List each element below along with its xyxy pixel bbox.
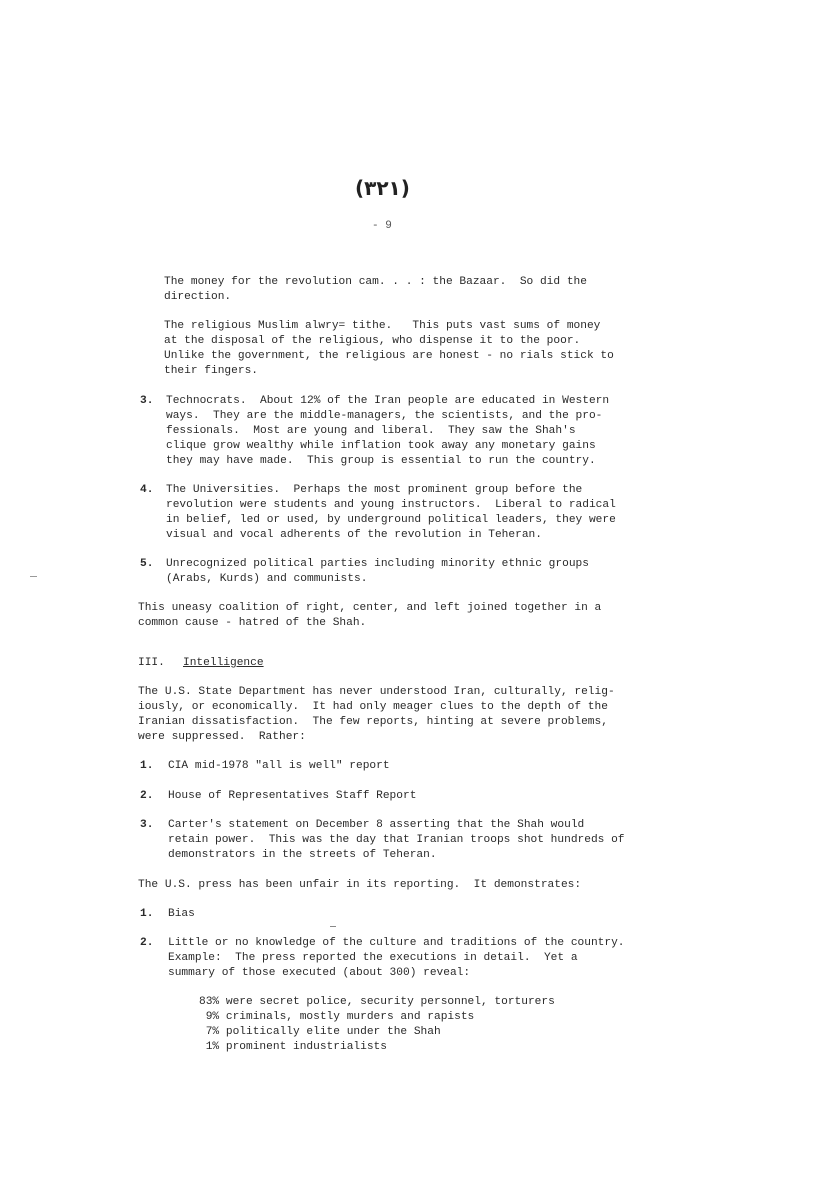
stray-mark — [330, 926, 336, 927]
press-intro: The U.S. press has been unfair in its reporting. It demonstrates: — [138, 879, 582, 891]
universities-line-2: revolution were students and young instructors. Liberal to radical — [166, 499, 616, 511]
intel-item-1: CIA mid-1978 "all is well" report — [168, 760, 390, 772]
parties-line-1: Unrecognized political parties including minority ethnic groups — [166, 558, 589, 570]
coalition-line-2: common cause - hatred of the Shah. — [138, 617, 367, 629]
technocrats-line-2: ways. They are the middle-managers, the scientists, and the pro- — [166, 410, 603, 422]
press-item-bias: Bias — [168, 908, 195, 920]
state-dept-line-4: were suppressed. Rather: — [138, 731, 306, 743]
intro-line-2: direction. — [164, 291, 232, 303]
executed-line-3: 7% politically elite under the Shah — [199, 1026, 441, 1038]
coalition-line-1: This uneasy coalition of right, center, and left joined together in a — [138, 602, 602, 614]
knowledge-line-1: Little or no knowledge of the culture and traditions of the country. — [168, 937, 625, 949]
list-number: 4. — [140, 484, 154, 496]
list-number: 2. — [140, 937, 154, 949]
intro-line-1: The money for the revolution cam. . . : the Bazaar. So did the — [164, 276, 587, 288]
state-dept-line-2: iously, or economically. It had only meager clues to the depth of the — [138, 701, 608, 713]
religious-line-2: at the disposal of the religious, who dispense it to the poor. — [164, 335, 581, 347]
section-numeral: III. — [138, 657, 165, 669]
religious-line-3: Unlike the government, the religious are honest - no rials stick to — [164, 350, 614, 362]
archive-page-number: (۳۲۱) — [355, 176, 410, 200]
executed-line-1: 83% were secret police, security personnel, torturers — [199, 996, 555, 1008]
technocrats-line-3: fessionals. Most are young and liberal. They saw the Shah's — [166, 425, 576, 437]
knowledge-line-3: summary of those executed (about 300) reveal: — [168, 967, 471, 979]
list-number: 1. — [140, 908, 154, 920]
parties-line-2: (Arabs, Kurds) and communists. — [166, 573, 368, 585]
intel-item-2: House of Representatives Staff Report — [168, 790, 417, 802]
knowledge-line-2: Example: The press reported the executions in detail. Yet a — [168, 952, 578, 964]
page-number: - 9 — [372, 220, 392, 232]
religious-line-4: their fingers. — [164, 365, 258, 377]
universities-line-3: in belief, led or used, by underground political leaders, they were — [166, 514, 616, 526]
technocrats-line-4: clique grow wealthy while inflation took away any monetary gains — [166, 440, 596, 452]
margin-mark — [30, 576, 37, 577]
religious-line-1: The religious Muslim alwry= tithe. This puts vast sums of money — [164, 320, 601, 332]
universities-line-4: visual and vocal adherents of the revolution in Teheran. — [166, 529, 542, 541]
list-number: 3. — [140, 819, 154, 831]
universities-line-1: The Universities. Perhaps the most prominent group before the — [166, 484, 583, 496]
list-number: 1. — [140, 760, 154, 772]
list-number: 2. — [140, 790, 154, 802]
list-number: 3. — [140, 395, 154, 407]
executed-line-2: 9% criminals, mostly murders and rapists — [199, 1011, 475, 1023]
list-number: 5. — [140, 558, 154, 570]
carter-line-1: Carter's statement on December 8 asserting that the Shah would — [168, 819, 585, 831]
carter-line-2: retain power. This was the day that Iranian troops shot hundreds of — [168, 834, 625, 846]
technocrats-line-5: they may have made. This group is essential to run the country. — [166, 455, 596, 467]
state-dept-line-3: Iranian dissatisfaction. The few reports, hinting at severe problems, — [138, 716, 608, 728]
carter-line-3: demonstrators in the streets of Teheran. — [168, 849, 437, 861]
section-title: Intelligence — [183, 657, 264, 669]
executed-line-4: 1% prominent industrialists — [199, 1041, 387, 1053]
technocrats-line-1: Technocrats. About 12% of the Iran people are educated in Western — [166, 395, 610, 407]
state-dept-line-1: The U.S. State Department has never understood Iran, culturally, relig- — [138, 686, 615, 698]
